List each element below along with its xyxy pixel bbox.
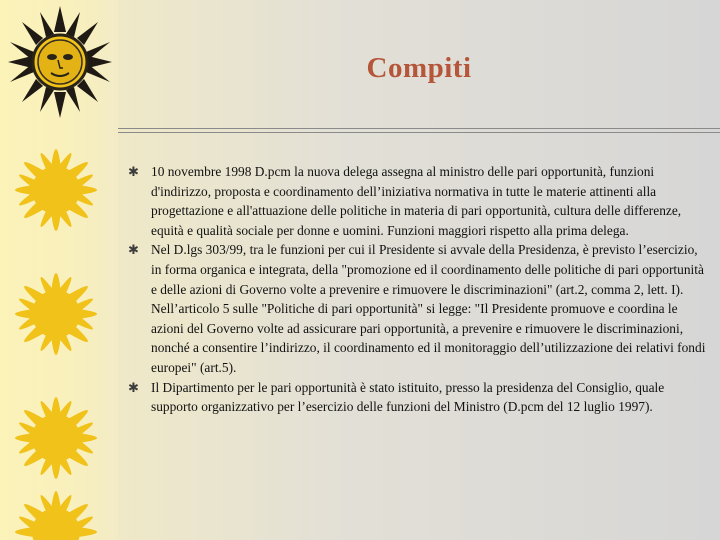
sun-icon xyxy=(0,134,112,246)
bullet-item xyxy=(128,162,710,240)
bullet-text: Il Dipartimento per le pari opportunità è stato istituito, presso la presidenza del Consiglio, quale supporto organizzativo per l’esercizio delle funzioni del Ministro (D.pcm del 12 luglio 1997). xyxy=(151,379,665,415)
bullet-text: Nel D.lgs 303/99, tra le funzioni per cui il Presidente si avvale della Presidenza, è previsto l’esercizio, in forma organica e integrata, della "promozione ed il coordinamento delle politiche di pari opportunità e delle azioni di Governo volte a prevenire e rimuovere le discriminazioni" (art.2, comma 2, lett. I). Nell’articolo 5 sulle "Politiche di pari opportunità" si legge: "Il Presidente promuove e coordina le azioni del Governo volte ad assicurare pari opportunità, a prevenire e rimuovere le discriminazioni, nonché a consentire l’indirizzo, il coordinamento ed il monitoraggio dell’utilizzazione dei relativi fondi europei" (art.5). xyxy=(151,242,706,375)
sun-face-icon xyxy=(6,4,114,122)
asterisk-bullet-icon: ✱ xyxy=(128,164,139,179)
sun-icon xyxy=(0,258,112,370)
asterisk-bullet-icon: ✱ xyxy=(128,242,139,258)
asterisk-bullet-icon: ✱ xyxy=(128,379,139,395)
bullet-text: 10 novembre 1998 D.pcm la nuova delega assegna al ministro delle pari opportunità, funzioni d'indirizzo, proposta e coordinamento dell’iniziativa normativa in tutte le materie attinenti alla progettazione e all'attuazione delle politiche in materia di pari opportunità, cultura delle differenze, equità e qualità sociale per donne e uomini. Funzioni maggiori rispetto alla prima delega. xyxy=(151,164,682,238)
bullet-item xyxy=(128,378,710,417)
bullet-item xyxy=(128,240,710,377)
sun-icon xyxy=(0,476,112,540)
slide-body xyxy=(128,162,710,417)
slide-title: Compiti xyxy=(366,52,472,84)
title-divider xyxy=(118,128,720,134)
